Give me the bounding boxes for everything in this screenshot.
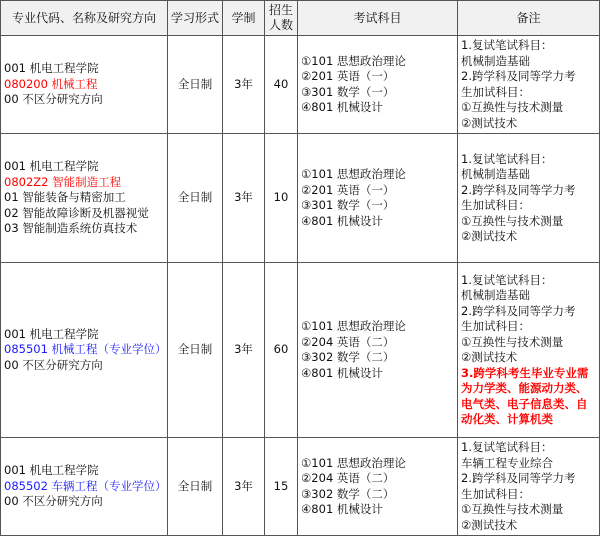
- exam-subject: ④801 机械设计: [301, 100, 383, 114]
- study-mode: 全日制: [168, 263, 223, 438]
- college-name: 001 机电工程学院: [4, 463, 99, 478]
- note-line: ①互换性与技术测量: [461, 100, 564, 114]
- note-cell: [458, 134, 600, 263]
- study-years: 3年: [223, 134, 265, 263]
- enroll-quota: 10: [265, 134, 298, 263]
- exam-subject: ④801 机械设计: [301, 213, 383, 228]
- note-line: 2.跨学科及同等学力考: [461, 69, 576, 83]
- note-line: 2.跨学科及同等学力考: [461, 303, 576, 318]
- study-mode: 全日制: [168, 438, 223, 536]
- note-cell: [458, 263, 600, 438]
- major-code-name: 0802Z2 智能制造工程: [4, 174, 122, 189]
- table-row: [1, 263, 600, 438]
- note-cell: [458, 36, 600, 134]
- note-line: 机械制造基础: [461, 288, 530, 302]
- table-row: [1, 438, 600, 536]
- exam-subject: ①101 思想政治理论: [301, 53, 406, 68]
- college-name: 001 机电工程学院: [4, 61, 99, 76]
- note-line: 生加试科目：: [461, 486, 530, 501]
- note-line: 生加试科目：: [461, 319, 530, 333]
- header-years: 学制: [223, 1, 265, 36]
- note-line: ①互换性与技术测量: [461, 334, 564, 349]
- exam-subject: ②204 英语（二）: [301, 334, 395, 349]
- major-code-name: 085501 机械工程（专业学位）: [4, 342, 167, 357]
- note-line: 机械制造基础: [461, 167, 530, 181]
- exam-subject: ①101 思想政治理论: [301, 319, 406, 333]
- note-line: 2.跨学科及同等学力考: [461, 471, 576, 485]
- note-line: ②测试技术: [461, 115, 518, 130]
- study-years: 3年: [223, 263, 265, 438]
- direction: 01 智能装备与精密加工: [4, 190, 126, 205]
- header-note: 备注: [458, 1, 600, 36]
- exam-subject: ②201 英语（一）: [301, 69, 395, 83]
- direction: 00 不区分研究方向: [4, 357, 103, 372]
- exam-cell: [298, 36, 458, 134]
- note-line: ①互换性与技术测量: [461, 213, 564, 228]
- note-line: 1.复试笔试科目：: [461, 440, 553, 454]
- note-line: 1.复试笔试科目：: [461, 272, 553, 287]
- exam-subject: ③301 数学（一）: [301, 198, 395, 212]
- note-red-requirement: 3.跨学科考生毕业专业需为力学类、能源动力类、电气类、电子信息类、自动化类、计算机类: [461, 365, 589, 426]
- note-line: ②测试技术: [461, 350, 518, 364]
- major-code-name: 080200 机械工程: [4, 76, 98, 91]
- note-line: ②测试技术: [461, 517, 518, 532]
- exam-subject: ④801 机械设计: [301, 502, 383, 516]
- exam-cell: [298, 134, 458, 263]
- note-line: 生加试科目：: [461, 84, 530, 99]
- header-exam: 考试科目: [298, 1, 458, 36]
- exam-subject: ③301 数学（一）: [301, 84, 395, 99]
- note-line: 2.跨学科及同等学力考: [461, 182, 576, 197]
- major-cell: [1, 263, 168, 438]
- exam-subject: ②201 英语（一）: [301, 182, 395, 197]
- exam-subject: ①101 思想政治理论: [301, 167, 406, 181]
- table-row: [1, 134, 600, 263]
- direction: 00 不区分研究方向: [4, 494, 103, 509]
- exam-cell: [298, 263, 458, 438]
- header-major: 专业代码、名称及研究方向: [1, 1, 168, 36]
- major-code-name: 085502 车辆工程（专业学位）: [4, 478, 167, 493]
- direction: 03 智能制造系统仿真技术: [4, 221, 138, 236]
- enroll-quota: 40: [265, 36, 298, 134]
- exam-subject: ④801 机械设计: [301, 365, 383, 380]
- header-mode: 学习形式: [168, 1, 223, 36]
- study-years: 3年: [223, 36, 265, 134]
- note-line: 生加试科目：: [461, 198, 530, 212]
- exam-subject: ③302 数学（二）: [301, 350, 395, 364]
- note-line: 车辆工程专业综合: [461, 455, 553, 470]
- note-cell: [458, 438, 600, 536]
- note-line: 1.复试笔试科目：: [461, 38, 553, 52]
- direction: 00 不区分研究方向: [4, 92, 103, 107]
- direction: 02 智能故障诊断及机器视觉: [4, 205, 149, 220]
- college-name: 001 机电工程学院: [4, 159, 99, 174]
- note-line: ②测试技术: [461, 229, 518, 243]
- enroll-quota: 15: [265, 438, 298, 536]
- study-mode: 全日制: [168, 36, 223, 134]
- college-name: 001 机电工程学院: [4, 326, 99, 341]
- exam-subject: ①101 思想政治理论: [301, 455, 406, 470]
- table-row: [1, 36, 600, 134]
- note-line: 1.复试笔试科目：: [461, 151, 553, 166]
- enroll-quota: 60: [265, 263, 298, 438]
- exam-subject: ②204 英语（二）: [301, 471, 395, 485]
- note-line: 机械制造基础: [461, 53, 530, 68]
- major-cell: [1, 134, 168, 263]
- exam-subject: ③302 数学（二）: [301, 486, 395, 501]
- note-line: ①互换性与技术测量: [461, 502, 564, 516]
- header-row: [1, 1, 600, 36]
- major-cell: [1, 36, 168, 134]
- study-mode: 全日制: [168, 134, 223, 263]
- exam-cell: [298, 438, 458, 536]
- major-cell: [1, 438, 168, 536]
- header-quota: 招生人数: [265, 1, 298, 36]
- study-years: 3年: [223, 438, 265, 536]
